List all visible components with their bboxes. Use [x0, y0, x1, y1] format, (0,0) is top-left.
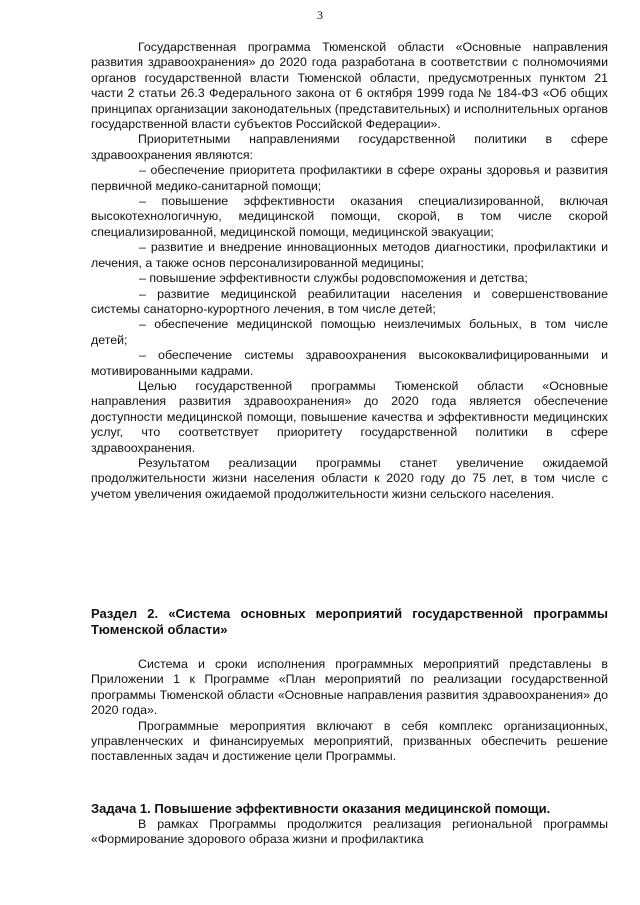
section2-paragraph: Система и сроки исполнения программных мероприятий представлены в Приложении 1 к Программе «План мероприятий по реализации государственной программы Тюменской области «Основные направления развития здравоохранения» до 2020 года». [91, 657, 608, 718]
intro-paragraph: Государственная программа Тюменской области «Основные направления развития здравоохранения» до 2020 года разработана в соответствии с полномочиями органов государственной власти Тюменской области, предусмотренных пунктом 21 части 2 статьи 26.3 Федерального закона от 6 октября 1999 года № 184-ФЗ «Об общих принципах организации законодательных (представительных) и исполнительных органов государственной власти субъектов Российской Федерации». [91, 40, 608, 132]
section2-heading: Раздел 2. «Система основных мероприятий государственной программы Тюменской области» [91, 606, 608, 637]
task1-heading: Задача 1. Повышение эффективности оказания медицинской помощи. [91, 801, 551, 816]
result-paragraph: Результатом реализации программы станет увеличение ожидаемой продолжительности жизни населения области к 2020 году до 75 лет, в том числе с учетом увеличения ожидаемой продолжительности жизни сельского населения. [91, 455, 608, 501]
task1-block [91, 801, 608, 848]
priority-item: – обеспечение приоритета профилактики в сфере охраны здоровья и развития первичной медико-санитарной помощи; [91, 163, 608, 193]
section1-text [91, 40, 608, 502]
priority-item: – обеспечение медицинской помощью неизлечимых больных, в том числе детей; [91, 317, 608, 347]
priority-item: – обеспечение системы здравоохранения высококвалифицированными и мотивированными кадрами. [91, 348, 608, 378]
priorities-intro: Приоритетными направлениями государственной политики в сфере здравоохранения являются: [91, 132, 608, 162]
section2-paragraph: Программные мероприятия включают в себя комплекс организационных, управленческих и финансируемых мероприятий, призванных обеспечить решение поставленных задач и достижение цели Программы. [91, 718, 608, 764]
section2-text [91, 657, 608, 765]
page-number: 3 [317, 8, 323, 22]
priority-item: – повышение эффективности оказания специализированной, включая высокотехнологичную, медицинской помощи, скорой, в том числе скорой специализированной, медицинской помощи, медицинской эвакуации; [91, 194, 608, 239]
priority-item: – развитие медицинской реабилитации населения и совершенствование системы санаторно-курортного лечения, в том числе детей; [91, 286, 608, 316]
goal-paragraph: Целью государственной программы Тюменской области «Основные направления развития здравоохранения» до 2020 года является обеспечение доступности медицинской помощи, повышение качества и эффективности медицинских услуг, что соответствует приоритету государственной политики в сфере здравоохранения. [91, 378, 608, 455]
priority-item: – повышение эффективности службы родовспоможения и детства; [139, 271, 528, 286]
task1-paragraph: В рамках Программы продолжится реализация региональной программы «Формирование здорового образа жизни и профилактика [91, 817, 608, 847]
section2-heading-block [91, 606, 608, 638]
priority-item: – развитие и внедрение инновационных методов диагностики, профилактики и лечения, а также основ персонализированной медицины; [91, 240, 608, 270]
